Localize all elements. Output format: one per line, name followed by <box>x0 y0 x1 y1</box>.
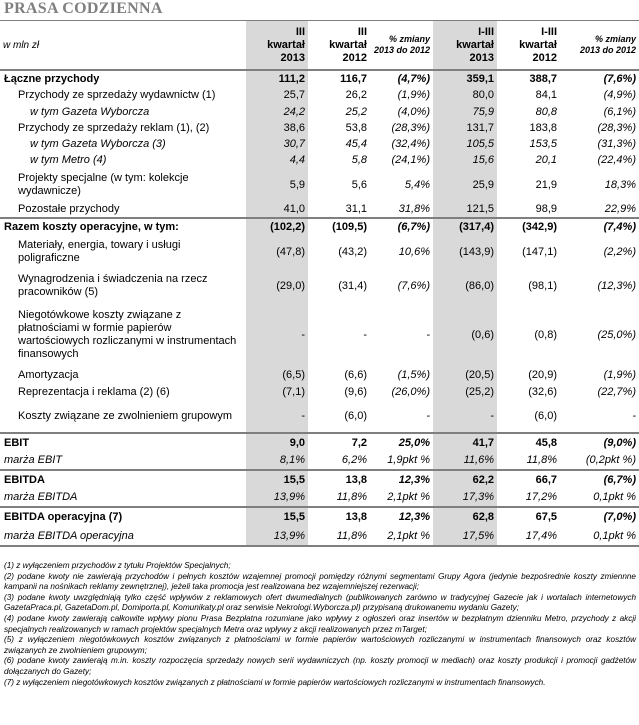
cell-value: 11,8% <box>308 527 370 546</box>
cell-value: (6,5) <box>246 367 308 384</box>
row-label: w tym Gazeta Wyborcza <box>30 105 150 118</box>
row-label: EBITDA operacyjna (7) <box>0 507 246 527</box>
cell-value: 11,6% <box>433 452 497 470</box>
cell-value: 17,5% <box>433 527 497 546</box>
cell-value: (0,8) <box>534 328 557 341</box>
cell-value: 20,1 <box>535 153 557 166</box>
cell-value: - <box>632 410 636 422</box>
cell-value: 21,9 <box>535 178 557 191</box>
cell-value: (6,0) <box>534 410 557 422</box>
cell-value: 153,5 <box>529 137 557 150</box>
cell-value: 17,2% <box>525 491 557 503</box>
cell-value: 12,3% <box>370 507 433 527</box>
cell-value: (143,9) <box>433 235 497 269</box>
cell-value: (12,3%) <box>597 279 636 292</box>
footnote: (6) podane kwoty zawierają m.in. koszty rozpoczęcia sprzedaży nowych serii wydawniczych (np. koszty promocji w mediach) oraz koszty produkcji i promocji gadżetów dołączanych do Gazety; <box>4 656 636 676</box>
table-row <box>0 235 639 269</box>
cell-value: 9,0 <box>246 433 308 452</box>
row-label: Przychody ze sprzedaży wydawnictw (1) <box>18 89 216 101</box>
cell-value: (28,3%) <box>391 121 430 134</box>
cell-value: 131,7 <box>433 120 497 136</box>
cell-value: (9,0%) <box>560 433 639 452</box>
col-header-q3-2012: III kwartał 2012 <box>308 21 370 71</box>
table-row <box>0 120 639 136</box>
cell-value: 0,1pkt % <box>593 491 636 503</box>
table-row <box>0 384 639 401</box>
cell-value: 4,4 <box>246 152 308 168</box>
cell-value: 13,9% <box>246 527 308 546</box>
cell-value: 18,3% <box>604 178 636 191</box>
cell-value: (7,6%) <box>397 279 430 292</box>
cell-value: (32,4%) <box>391 137 430 150</box>
row-label: EBITDA <box>0 470 246 489</box>
cell-value: 24,2 <box>246 104 308 120</box>
cell-value: 388,7 <box>497 70 560 87</box>
cell-value: (9,6) <box>344 386 367 398</box>
cell-value: 22,9% <box>604 203 636 215</box>
row-label: w tym Metro (4) <box>30 153 107 166</box>
row-label: Niegotówkowe koszty związane z płatnościami w formie papierów wartościowych rozliczanymi w instrumentach finansowych <box>18 309 237 360</box>
row-label: Reprezentacja i reklama (2) (6) <box>18 386 170 398</box>
cell-value: - <box>363 328 367 341</box>
cell-value: (6,0) <box>344 410 367 422</box>
table-row <box>0 527 639 546</box>
cell-value: (98,1) <box>528 279 557 292</box>
cell-value: (86,0) <box>433 269 497 303</box>
cell-value: 7,2 <box>308 433 370 452</box>
cell-value: (22,7%) <box>597 386 636 398</box>
row-label: w tym Gazeta Wyborcza (3) <box>30 137 166 150</box>
table-row <box>0 433 639 452</box>
cell-value: (43,2) <box>338 245 367 258</box>
row-label: Koszty związane ze zwolnieniem grupowym <box>18 410 232 422</box>
cell-value: - <box>246 303 308 367</box>
cell-value: 98,9 <box>535 203 557 215</box>
cell-value: (7,4%) <box>560 218 639 235</box>
table-row <box>0 136 639 152</box>
cell-value: 5,9 <box>246 168 308 202</box>
cell-value: 66,7 <box>497 470 560 489</box>
cell-value: 11,8% <box>336 491 367 503</box>
cell-value: (7,6%) <box>560 70 639 87</box>
cell-value: (109,5) <box>308 218 370 235</box>
cell-value: (47,8) <box>246 235 308 269</box>
cell-value: 105,5 <box>433 136 497 152</box>
section-title: PRASA CODZIENNA <box>4 0 163 17</box>
cell-value: 31,1 <box>345 203 367 215</box>
cell-value: 31,8% <box>398 203 430 215</box>
cell-value: 26,2 <box>345 89 367 101</box>
row-label: Wynagrodzenia i świadczenia na rzecz pracowników (5) <box>18 273 208 298</box>
col-header-change-q3: % zmiany 2013 do 2012 <box>370 21 433 71</box>
cell-value: (147,1) <box>522 245 557 258</box>
cell-value: 84,1 <box>535 89 557 101</box>
footnote: (7) z wyłączeniem niegotówkowych kosztów związanych z płatnościami w formie papierów wartościowych rozliczanymi w instrumentach finansowych. <box>4 677 546 687</box>
cell-value: 8,1% <box>246 452 308 470</box>
col-header-q3-2013: III kwartał 2013 <box>246 21 308 71</box>
cell-value: 15,5 <box>246 507 308 527</box>
cell-value: (26,0%) <box>391 386 430 398</box>
cell-value: (7,1) <box>246 384 308 401</box>
cell-value: 183,8 <box>529 121 557 134</box>
cell-value: 15,5 <box>246 470 308 489</box>
cell-value: 111,2 <box>246 70 308 87</box>
row-label: Razem koszty operacyjne, w tym: <box>0 218 246 235</box>
cell-value: 15,6 <box>433 152 497 168</box>
footnote: (4) podane kwoty zawierają całkowite wpływy pionu Prasa Bezpłatna rozumiane jako wpływy z ogłoszeń oraz insertów w bezpłatnym dzienniku Metro, przychody z akcji specjalnych realizowanych w ramach projektów specjalnych Metra oraz wpływy z akcji realizowanych przez mTarget; <box>4 613 636 634</box>
cell-value: 5,8 <box>351 153 367 166</box>
col-header-q1-q3-2012: I-III kwartał 2012 <box>497 21 560 71</box>
cell-value: (20,9) <box>528 369 557 381</box>
cell-value: (24,1%) <box>391 153 430 166</box>
cell-value: (25,2) <box>433 384 497 401</box>
cell-value: (1,5%) <box>397 369 430 381</box>
row-label: Łączne przychody <box>0 70 246 87</box>
cell-value: 2,1pkt % <box>370 527 433 546</box>
cell-value: - <box>426 410 430 422</box>
cell-value: (317,4) <box>433 218 497 235</box>
cell-value: 2,1pkt % <box>387 491 430 503</box>
footnote: (5) z wyłączeniem niegotówkowych kosztów związanych z płatnościami w formie papierów wartościowych rozliczanymi w instrumentach finansowych oraz kosztów związanych ze zwolnieniem grupowym; <box>4 635 636 655</box>
cell-value: 17,3% <box>433 489 497 507</box>
row-label: marża EBITDA <box>4 491 78 503</box>
row-label: Materiały, energia, towary i usługi poligraficzne <box>18 239 181 264</box>
cell-value: (6,6) <box>344 369 367 381</box>
cell-value: (32,6) <box>528 386 557 398</box>
row-label: Amortyzacja <box>18 369 79 381</box>
cell-value: 41,7 <box>433 433 497 452</box>
table-row <box>0 269 639 303</box>
cell-value: 5,6 <box>351 178 367 191</box>
cell-value: (0,6) <box>433 303 497 367</box>
cell-value: 121,5 <box>433 202 497 218</box>
cell-value: 10,6% <box>398 245 430 258</box>
cell-value: 67,5 <box>497 507 560 527</box>
cell-value: (342,9) <box>497 218 560 235</box>
cell-value: (1,9%) <box>603 369 636 381</box>
col-header-q1-q3-2013: I-III kwartał 2013 <box>433 21 497 71</box>
cell-value: 13,8 <box>308 470 370 489</box>
table-row <box>0 452 639 470</box>
footnote: (1) z wyłączeniem przychodów z tytułu Projektów Specjalnych; <box>4 561 231 570</box>
cell-value: (25,0%) <box>597 328 636 341</box>
cell-value: 45,8 <box>497 433 560 452</box>
cell-value: (6,7%) <box>560 470 639 489</box>
cell-value: 6,2% <box>341 454 367 466</box>
cell-value: 359,1 <box>433 70 497 87</box>
cell-value: (6,7%) <box>370 218 433 235</box>
cell-value: 80,8 <box>535 105 557 118</box>
table-row <box>0 202 639 218</box>
cell-value: 17,4% <box>497 527 560 546</box>
cell-value: (31,4) <box>338 279 367 292</box>
table-row <box>0 507 639 527</box>
row-label: EBIT <box>0 433 246 452</box>
cell-value: 11,8% <box>526 454 557 466</box>
cell-value: 116,7 <box>308 70 370 87</box>
row-label: Przychody ze sprzedaży reklam (1), (2) <box>18 121 210 134</box>
cell-value: 0,1pkt % <box>560 527 639 546</box>
cell-value: 5,4% <box>404 178 430 191</box>
row-label: marża EBIT <box>4 454 63 466</box>
cell-value: 12,3% <box>370 470 433 489</box>
cell-value: (6,1%) <box>603 105 636 118</box>
cell-value: 30,7 <box>246 136 308 152</box>
cell-value: 13,8 <box>308 507 370 527</box>
row-label: marża EBITDA operacyjna <box>0 527 246 546</box>
table-row <box>0 168 639 202</box>
table-row <box>0 104 639 120</box>
cell-value: 25,7 <box>246 87 308 104</box>
cell-value: - <box>433 401 497 433</box>
financial-table <box>0 20 639 547</box>
table-row <box>0 303 639 367</box>
cell-value: (0,2pkt %) <box>585 454 636 466</box>
table-row <box>0 87 639 104</box>
cell-value: 1,9pkt % <box>387 454 430 466</box>
cell-value: 13,9% <box>246 489 308 507</box>
unit-label: w mln zł <box>0 21 246 71</box>
table-header-row <box>0 21 639 71</box>
cell-value: 80,0 <box>433 87 497 104</box>
cell-value: (20,5) <box>433 367 497 384</box>
cell-value: (4,0%) <box>397 105 430 118</box>
footnote: (3) podane kwoty uwzględniają tylko część wpływów z reklamowych ofert dwumedialnych (publikowanych zarówno w tradycyjnej Gazecie jak i wortalach internetowych GazetaPraca.pl, GazetaDom.pl, Domiporta.pl, Komunikaty.pl oraz serwisie Nekrologi.Wyborcza.pl) przypisaną drukowanemu wydaniu Gazety; <box>4 592 636 613</box>
cell-value: (22,4%) <box>597 153 636 166</box>
cell-value: 25,2 <box>345 105 367 118</box>
cell-value: (31,3%) <box>597 137 636 150</box>
table-row <box>0 489 639 507</box>
col-header-change-q1-q3: % zmiany 2013 do 2012 <box>560 21 639 71</box>
cell-value: (4,7%) <box>370 70 433 87</box>
table-row <box>0 470 639 489</box>
cell-value: 38,6 <box>246 120 308 136</box>
table-row <box>0 218 639 235</box>
cell-value: (1,9%) <box>397 89 430 101</box>
cell-value: 53,8 <box>345 121 367 134</box>
cell-value: (4,9%) <box>603 89 636 101</box>
cell-value: 75,9 <box>433 104 497 120</box>
cell-value: 41,0 <box>246 202 308 218</box>
cell-value: (2,2%) <box>603 245 636 258</box>
cell-value: (29,0) <box>246 269 308 303</box>
cell-value: (28,3%) <box>597 121 636 134</box>
footnote: (2) podane kwoty nie zawierają przychodów i pełnych kosztów wzajemnej promocji pomiędzy różnymi segmentami Grupy Agora (jedynie bezpośrednie koszty zmiennne kampanii na nośnikach reklamy zewnętrznej), jeżeli taka promocja jest realizowana bez wzajemniejszej rezerwacji; <box>4 571 636 592</box>
cell-value: - <box>246 401 308 433</box>
cell-value: - <box>426 328 430 341</box>
cell-value: 62,8 <box>433 507 497 527</box>
row-label: Projekty specjalne (w tym: kolekcje wydawnicze) <box>18 172 189 197</box>
row-label: Pozostałe przychody <box>18 203 120 215</box>
table-row <box>0 367 639 384</box>
footnotes <box>4 561 636 688</box>
table-row <box>0 401 639 433</box>
table-row <box>0 152 639 168</box>
cell-value: 25,0% <box>370 433 433 452</box>
cell-value: 62,2 <box>433 470 497 489</box>
cell-value: (7,0%) <box>560 507 639 527</box>
cell-value: 45,4 <box>345 137 367 150</box>
cell-value: (102,2) <box>246 218 308 235</box>
cell-value: 25,9 <box>433 168 497 202</box>
table-row <box>0 70 639 87</box>
